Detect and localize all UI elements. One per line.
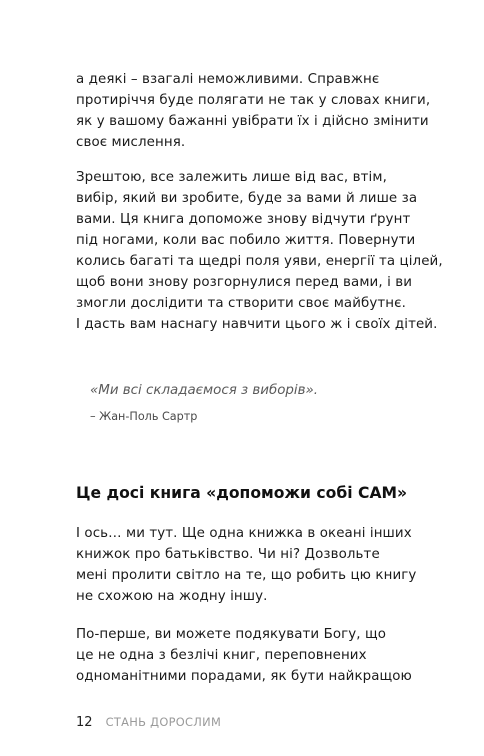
text-line: одноманітними порадами, як бути найкращою (76, 669, 412, 684)
text-line: як у вашому бажанні увібрати їх і дійсно змінити (76, 114, 429, 129)
text-line: протиріччя буде полягати не так у словах книги, (76, 93, 431, 108)
text-line: це не одна з безлічі книг, переповнених (76, 648, 367, 663)
epigraph-quote: «Ми всі складаємося з виборів». (90, 383, 319, 398)
text-line: щоб вони знову розгорнулися перед вами, і ви (76, 275, 413, 290)
section-heading: Це досі книга «допоможи собі САМ» (76, 484, 408, 502)
text-line: своє мислення. (76, 135, 186, 150)
text-line: вибір, який ви зробите, буде за вами й лише за (76, 191, 418, 206)
text-line: І ось… ми тут. Ще одна книжка в океані інших (76, 526, 412, 541)
page-footer (76, 711, 221, 730)
text-line: мені пролити світло на те, що робить цю книгу (76, 568, 417, 583)
text-line: книжок про батьківство. Чи ні? Дозвольте (76, 547, 380, 562)
paragraph-intro (76, 523, 417, 607)
text-line: І дасть вам наснагу навчити цього ж і своїх дітей. (76, 317, 438, 332)
text-line: а деякі – взагалі неможливими. Справжнє (76, 72, 380, 87)
text-line: під ногами, коли вас побило життя. Повернути (76, 233, 416, 248)
text-line: змогли дослідити та створити своє майбутнє. (76, 296, 406, 311)
text-line: По-перше, ви можете подякувати Богу, що (76, 627, 387, 642)
paragraph-continuation (76, 69, 431, 153)
paragraph-choice (76, 167, 443, 335)
text-line: вами. Ця книга допоможе знову відчути ґрунт (76, 212, 411, 227)
epigraph-author: – Жан-Поль Сартр (90, 410, 198, 423)
text-line: Зрештою, все залежить лише від вас, втім, (76, 170, 387, 185)
text-line: не схожою на жодну іншу. (76, 589, 268, 604)
page-number: 12 (76, 715, 93, 730)
text-line: колись багаті та щедрі поля уяви, енергії та цілей, (76, 254, 443, 269)
running-title: СТАНЬ ДОРОСЛИМ (105, 715, 222, 729)
paragraph-first (76, 624, 412, 687)
